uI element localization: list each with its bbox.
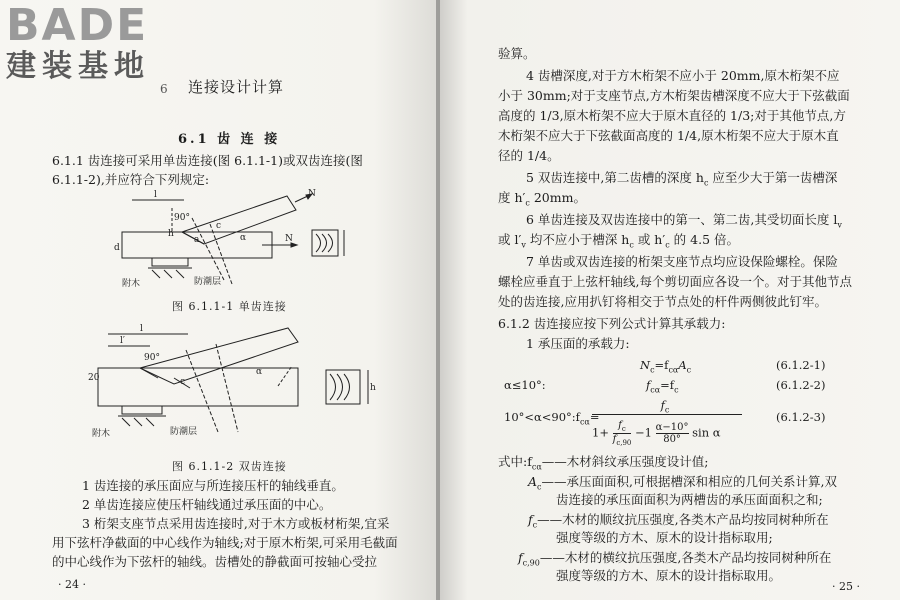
fig1-a-label: a bbox=[194, 235, 200, 245]
eq1-lhs: N bbox=[640, 358, 651, 372]
def-ac: $A_c——$承压面面积,可根据槽深和相应的几何关系计算,双 bbox=[528, 474, 837, 492]
equation-2: $f_{c\alpha}=f_c$ bbox=[646, 378, 679, 395]
eq3-angtop: α−10° bbox=[655, 422, 689, 433]
equation-2-number: (6.1.2-2) bbox=[776, 378, 826, 392]
r-line-5: 径的 1/4。 bbox=[498, 148, 560, 163]
single-notch-diagram bbox=[112, 188, 352, 294]
def-ac-text: ——承压面面积,可根据槽深和相应的几何关系计算,双 bbox=[541, 474, 837, 489]
item-3-line-2: 用下弦杆净截面的中心线作为轴线;对于原木桁架,可采用毛截面 bbox=[52, 535, 398, 550]
def-fc90: $f_{c,90}——$木材的横纹抗压强度,各类木产品均按同树种所在 bbox=[518, 550, 832, 568]
page-number-left: · 24 · bbox=[58, 578, 86, 591]
r-line-7: 度 $h'_c$ 20mm。 bbox=[498, 190, 586, 208]
r-line-9-head: 或 l′ bbox=[498, 232, 522, 247]
r-line-9-mid: 均不应小于槽深 h bbox=[529, 232, 630, 247]
def-fc90-text: ——木材的横纹抗压强度,各类木产品均按同树种所在 bbox=[539, 550, 832, 565]
r-line-12: 处的齿连接,应用扒钉将相交于节点处的杆件两侧彼此钉牢。 bbox=[498, 294, 827, 309]
equation-1-number: (6.1.2-1) bbox=[776, 358, 826, 372]
equation-2-condition: α≤10°: bbox=[504, 378, 546, 392]
r-line-9-end: 或 h′ bbox=[637, 232, 666, 247]
equation-1: $N_c=f_{c\alpha}A_c$ bbox=[640, 358, 692, 375]
logo-sub-text: 建装基地 bbox=[6, 49, 150, 84]
fig1-fcl-label: 防潮层 bbox=[194, 277, 222, 287]
r-line-10: 7 单齿或双齿连接的桁架支座节点均应设保险螺栓。保险 bbox=[526, 254, 838, 269]
def-fc-text: ——木材的顺纹抗压强度,各类木产品均按同树种所在 bbox=[537, 512, 829, 527]
intro-line-2: 6.1.1-2),并应符合下列规定: bbox=[52, 172, 210, 187]
fig2-fcl-label: 防潮层 bbox=[170, 427, 198, 437]
fig2-h-label: h bbox=[370, 383, 376, 393]
item-2: 2 单齿连接应使压杆轴线通过承压面的中心。 bbox=[82, 497, 332, 512]
fig2-angle-label: 90° bbox=[144, 353, 160, 363]
r-line-2: 小于 30mm;对于支座节点,方木桁架齿槽深度不应大于下弦截面 bbox=[498, 88, 850, 103]
page-number-right: · 25 · bbox=[832, 580, 860, 593]
fig2-alpha-label: α bbox=[256, 367, 263, 377]
item-1: 1 齿连接的承压面应与所连接压杆的轴线垂直。 bbox=[82, 478, 344, 493]
equation-3-numerator: $f_c$ bbox=[660, 398, 670, 415]
def-fca-text: ——木材斜纹承压强度设计值; bbox=[541, 454, 709, 469]
chapter-number: 6 bbox=[160, 82, 168, 96]
eq3-angbot: 80° bbox=[663, 434, 681, 445]
eq1-rhs: =f bbox=[654, 358, 669, 372]
fig2-c-label: c bbox=[180, 377, 186, 387]
fig1-alpha-label: α bbox=[240, 233, 247, 243]
double-notch-diagram bbox=[78, 322, 378, 450]
bade-logo bbox=[6, 0, 150, 84]
r-line-11: 螺栓应垂直于上弦杆轴线,每个剪切面应各设一个。对于其他节点 bbox=[498, 274, 852, 289]
r-line-4: 木桁架不应大于下弦截面高度的 1/4,原木桁架不应大于原木直 bbox=[498, 128, 839, 143]
r-line-6-tail: 应至少大于第一齿槽深 bbox=[712, 170, 838, 185]
r-line-9: 或 $l'_v$ 均不应小于槽深 $h_c$ 或 $h'_c$ 的 4.5 倍。 bbox=[498, 232, 739, 250]
eq3-sin: sin α bbox=[692, 425, 721, 440]
right-page bbox=[440, 0, 900, 600]
fig1-lv-label: l bbox=[154, 190, 157, 200]
r-line-0: 验算。 bbox=[498, 46, 536, 61]
equation-3-denominator: 1+ $\frac{f_c}{f_{c,90}}$ −1 $\frac{\alpha-10^\circ}{80^\circ}$ sin α bbox=[592, 420, 721, 447]
fig1-nt-label: N bbox=[285, 234, 293, 244]
r-line-6-head: 5 双齿连接中,第二齿槽的深度 h bbox=[526, 170, 704, 185]
intro-line-1: 6.1.1 齿连接可采用单齿连接(图 6.1.1-1)或双齿连接(图 bbox=[52, 153, 363, 168]
fig1-d-label: d bbox=[114, 243, 120, 253]
eq3-minus1: −1 bbox=[635, 425, 652, 440]
r-line-8-text: 6 单齿连接及双齿连接中的第一、第二齿,其受切面长度 l bbox=[526, 212, 838, 227]
section-title: 6.1 齿 连 接 bbox=[178, 132, 281, 147]
fig1-fujmu-label: 附木 bbox=[122, 279, 141, 289]
eq2-eq: =f bbox=[660, 378, 675, 392]
fig1-nc-label: N bbox=[308, 189, 316, 199]
logo-main-text: BADE bbox=[6, 0, 149, 51]
fig1-angle-label: 90° bbox=[174, 213, 190, 223]
fig2-lv-label: l bbox=[140, 324, 143, 334]
fig2-lv2-label: l′ bbox=[120, 336, 125, 346]
eq3-fbot: f bbox=[612, 434, 617, 445]
fig1-caption: 图 6.1.1-1 单齿连接 bbox=[172, 300, 287, 313]
r-line-8: 6 单齿连接及双齿连接中的第一、第二齿,其受切面长度 $l_v$ bbox=[526, 212, 842, 230]
fig2-mm20-label: 20 bbox=[88, 373, 100, 383]
def-ac-cont: 齿连接的承压面面积为两槽齿的承压面面积之和; bbox=[556, 492, 823, 507]
def-fc: $f_c——$木材的顺纹抗压强度,各类木产品均按同树种所在 bbox=[528, 512, 829, 530]
left-page bbox=[0, 0, 440, 600]
r-line-14: 1 承压面的承载力: bbox=[526, 336, 630, 351]
def-fca-head: 式中:f bbox=[498, 454, 532, 469]
item-3-line-1: 3 桁架支座节点采用齿连接时,对于木方或板材桁架,宜采 bbox=[82, 516, 390, 531]
equation-3-number: (6.1.2-3) bbox=[776, 410, 826, 424]
fig2-fujmu-label: 附木 bbox=[92, 429, 111, 439]
eq2-expr: f bbox=[646, 378, 651, 392]
eq3-numer: f bbox=[660, 398, 665, 412]
r-line-7-head: 度 h′ bbox=[498, 190, 526, 205]
r-line-13: 6.1.2 齿连接应按下列公式计算其承载力: bbox=[498, 316, 726, 331]
r-line-6: 5 双齿连接中,第二齿槽的深度 $h_c$ 应至少大于第一齿槽深 bbox=[526, 170, 838, 188]
def-fc-cont: 强度等级的方木、原木的设计指标取用; bbox=[556, 530, 773, 545]
eq3-one: 1+ bbox=[592, 425, 609, 440]
fig1-c-label: c bbox=[216, 221, 222, 231]
eq3-cond: 10°<α<90°:f bbox=[504, 410, 580, 424]
fig1-hc-label: h bbox=[168, 229, 174, 239]
eq1-a: A bbox=[678, 358, 687, 372]
r-line-3: 高度的 1/3,原木桁架不应大于原木直径的 1/3;对于其他节点,方 bbox=[498, 108, 846, 123]
item-3-line-3: 的中心线作为下弦杆的轴线。齿槽处的静截面可按轴心受拉 bbox=[52, 554, 378, 569]
def-fca: 式中$:f_{c\alpha}——$木材斜纹承压强度设计值; bbox=[498, 454, 709, 472]
def-fc90-cont: 强度等级的方木、原木的设计指标取用。 bbox=[556, 568, 782, 583]
r-line-1: 4 齿槽深度,对于方木桁架不应小于 20mm,原木桁架不应 bbox=[526, 68, 840, 83]
fig2-caption: 图 6.1.1-2 双齿连接 bbox=[172, 460, 287, 473]
equation-3-condition: $10^\circ<\alpha<90^\circ:f_{c\alpha}=$ bbox=[504, 410, 600, 427]
r-line-9-tail: 的 4.5 倍。 bbox=[673, 232, 739, 247]
equation-3-fraction-bar bbox=[592, 414, 742, 415]
eq3-ftop: f bbox=[618, 420, 622, 431]
r-line-7-tail: 20mm。 bbox=[533, 190, 586, 205]
chapter-title: 连接设计计算 bbox=[188, 78, 285, 96]
